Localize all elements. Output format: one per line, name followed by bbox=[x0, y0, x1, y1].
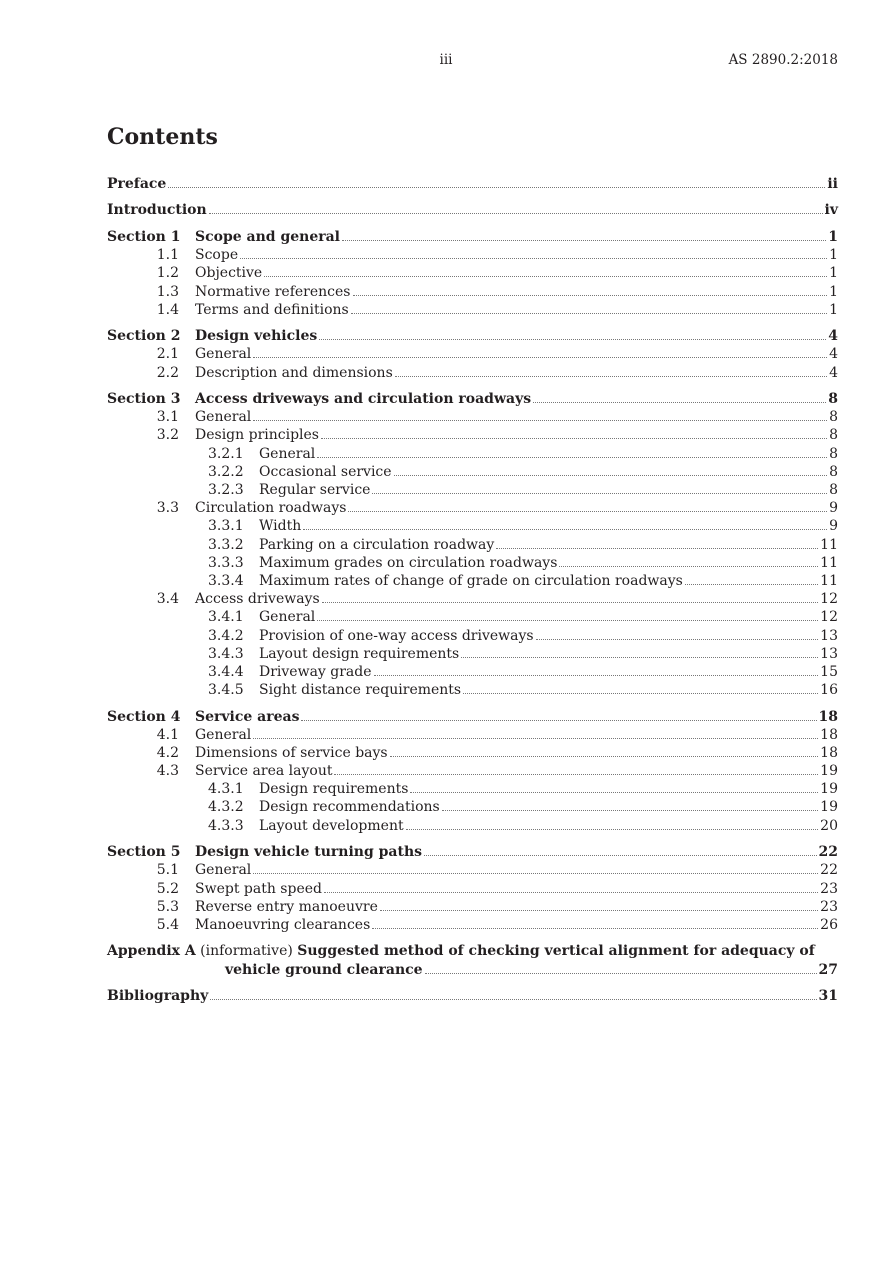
toc-entry-title: Access driveways bbox=[195, 591, 320, 608]
toc-entry-title: Driveway grade bbox=[259, 663, 372, 680]
toc-entry-title: Reverse entry manoeuvre bbox=[195, 898, 378, 915]
toc-entry-page: 18 bbox=[818, 708, 838, 725]
toc-entry-title: Scope bbox=[195, 247, 239, 264]
dot-leader bbox=[264, 276, 827, 277]
toc-entry-page: 4 bbox=[829, 346, 838, 363]
toc-entry[interactable] bbox=[107, 228, 838, 246]
toc-entry-page: 23 bbox=[820, 880, 838, 897]
toc-entry-page: 13 bbox=[820, 627, 838, 644]
toc-entry-title: Scope and general bbox=[195, 228, 341, 245]
toc-entry-number: 5.3 bbox=[156, 898, 179, 915]
dot-leader bbox=[351, 313, 827, 314]
dot-leader bbox=[395, 376, 827, 377]
dot-leader bbox=[210, 999, 816, 1000]
toc-entry-page: 19 bbox=[820, 799, 838, 816]
toc-entry[interactable] bbox=[107, 426, 838, 444]
toc-entry-title: Service area layout bbox=[195, 763, 333, 780]
toc-entry-number: Section 4 bbox=[107, 708, 181, 725]
toc-entry-page: 15 bbox=[820, 663, 838, 680]
toc-entry[interactable] bbox=[107, 481, 838, 499]
document-id: AS 2890.2:2018 bbox=[728, 52, 838, 68]
dot-leader bbox=[168, 187, 825, 188]
toc-entry[interactable] bbox=[107, 843, 838, 861]
toc-entry-number: 3.3.4 bbox=[208, 572, 244, 589]
dot-leader bbox=[372, 493, 827, 494]
dot-leader bbox=[240, 258, 827, 259]
toc-entry-number: 5.4 bbox=[156, 916, 179, 933]
toc-entry-page: 11 bbox=[820, 536, 838, 553]
toc-entry-title: Layout design requirements bbox=[259, 645, 460, 662]
toc-entry-title: Circulation roadways bbox=[195, 500, 347, 517]
toc-entry[interactable] bbox=[107, 898, 838, 916]
bibliography-title: Bibliography bbox=[107, 988, 209, 1005]
appendix-page: 27 bbox=[818, 961, 838, 978]
toc-entry[interactable] bbox=[107, 201, 838, 219]
toc-entry[interactable] bbox=[107, 408, 838, 426]
toc-entry-title: Occasional service bbox=[259, 463, 392, 480]
toc-entry-page: 11 bbox=[820, 572, 838, 589]
toc-entry-title: Regular service bbox=[259, 482, 371, 498]
toc-entry[interactable] bbox=[107, 264, 838, 282]
toc-entry-page: 1 bbox=[829, 265, 838, 282]
dot-leader bbox=[322, 602, 819, 603]
dot-leader bbox=[324, 892, 818, 893]
appendix-label: Appendix A bbox=[107, 943, 196, 960]
toc-entry-number: 4.1 bbox=[156, 726, 179, 743]
toc-entry-page: 4 bbox=[828, 328, 838, 345]
toc-entry-title: Normative references bbox=[195, 283, 351, 300]
toc-entry[interactable] bbox=[107, 590, 838, 608]
toc-entry-page: 1 bbox=[828, 228, 838, 245]
toc-entry-page: ii bbox=[827, 176, 838, 192]
toc-entry[interactable] bbox=[107, 744, 838, 762]
toc-entry-number: 4.3 bbox=[156, 763, 179, 780]
dot-leader bbox=[301, 720, 816, 721]
page-number: iii bbox=[439, 52, 453, 68]
dot-leader bbox=[461, 657, 818, 658]
toc-entry[interactable] bbox=[107, 708, 838, 726]
toc-entry-appendix[interactable] bbox=[107, 942, 838, 978]
toc-entry-page: 9 bbox=[829, 500, 838, 517]
toc-entry-title: Design principles bbox=[195, 427, 319, 444]
toc-entry-title: Layout development bbox=[259, 817, 404, 834]
dot-leader bbox=[559, 566, 818, 567]
dot-leader bbox=[406, 829, 819, 830]
dot-leader bbox=[463, 693, 818, 694]
toc-entry-number: 1.1 bbox=[156, 247, 179, 264]
dot-leader bbox=[209, 213, 823, 214]
dot-leader bbox=[319, 339, 826, 340]
toc-entry-title: Width bbox=[259, 518, 302, 535]
dot-leader bbox=[303, 529, 827, 530]
dot-leader bbox=[348, 511, 827, 512]
toc-entry-number: 3.4.3 bbox=[208, 645, 244, 662]
toc-entry-title: Design recommendations bbox=[259, 799, 440, 816]
toc-entry-title: Design vehicles bbox=[195, 328, 318, 345]
toc-entry-number: 3.4.4 bbox=[208, 663, 244, 680]
toc-entry-page: 8 bbox=[829, 427, 838, 444]
dot-leader bbox=[342, 240, 826, 241]
toc-entry-title: Dimensions of service bays bbox=[195, 744, 388, 761]
toc-entry-number: 3.2 bbox=[156, 427, 179, 444]
bibliography-page: 31 bbox=[818, 988, 838, 1005]
toc-entry-page: 9 bbox=[829, 518, 838, 535]
toc-entry-bibliography[interactable] bbox=[107, 987, 838, 1005]
toc-entry-title: General bbox=[259, 445, 316, 462]
toc-entry-title: Parking on a circulation roadway bbox=[259, 536, 495, 553]
toc-entry-number: 5.1 bbox=[156, 862, 179, 879]
toc-entry-title: Design requirements bbox=[259, 781, 409, 798]
toc-entry-number: Section 5 bbox=[107, 844, 181, 861]
toc-entry-number: 2.1 bbox=[156, 346, 179, 363]
dot-leader bbox=[536, 639, 819, 640]
toc-entry-number: 1.2 bbox=[156, 265, 179, 282]
toc-entry-number: 4.3.3 bbox=[208, 817, 244, 834]
toc-entry-title: General bbox=[195, 726, 252, 743]
toc-entry-title: Objective bbox=[195, 265, 263, 282]
toc-entry-number: Section 1 bbox=[107, 228, 181, 245]
dot-leader bbox=[424, 855, 817, 856]
toc-entry-number: 4.3.2 bbox=[208, 799, 244, 816]
toc-entry-number: 3.2.3 bbox=[208, 482, 244, 498]
toc-entry[interactable] bbox=[107, 880, 838, 898]
toc-entry-number: 2.2 bbox=[156, 364, 179, 381]
toc-entry-page: 4 bbox=[829, 364, 838, 381]
toc-entry-page: 1 bbox=[829, 283, 838, 300]
dot-leader bbox=[442, 810, 818, 811]
toc-entry[interactable] bbox=[107, 463, 838, 481]
toc-entry[interactable] bbox=[107, 663, 838, 681]
toc-entry-title: Introduction bbox=[107, 202, 207, 219]
toc-entry-number: 3.4.5 bbox=[208, 682, 244, 699]
toc-entry[interactable] bbox=[107, 345, 838, 363]
toc-entry-page: 26 bbox=[820, 916, 838, 933]
page-header bbox=[0, 52, 892, 72]
toc-entry-page: 8 bbox=[829, 445, 838, 462]
dot-leader bbox=[253, 873, 818, 874]
toc-entry-number: 3.4.1 bbox=[208, 609, 244, 626]
toc-entry-page: 1 bbox=[829, 301, 838, 318]
toc-entry-page: 12 bbox=[820, 591, 838, 608]
toc-entry[interactable] bbox=[107, 327, 838, 345]
dot-leader bbox=[496, 548, 818, 549]
toc-entry-number: 5.2 bbox=[156, 880, 179, 897]
dot-leader bbox=[394, 475, 828, 476]
dot-leader bbox=[374, 675, 819, 676]
toc-entry-number: 3.4.2 bbox=[208, 627, 244, 644]
toc-entry-number: 3.2.1 bbox=[208, 445, 244, 462]
toc-entry-title: Description and dimensions bbox=[195, 364, 393, 381]
toc-entry[interactable] bbox=[107, 517, 838, 535]
toc-entry-title: General bbox=[195, 346, 252, 363]
toc-entry-number: 3.3.1 bbox=[208, 518, 244, 535]
toc-entry[interactable] bbox=[107, 175, 838, 193]
toc-entry-page: 22 bbox=[818, 844, 838, 861]
dot-leader bbox=[425, 973, 817, 974]
dot-leader bbox=[533, 402, 826, 403]
toc-entry[interactable] bbox=[107, 645, 838, 663]
dot-leader bbox=[390, 756, 819, 757]
toc-entry-title: Service areas bbox=[195, 708, 300, 725]
toc-entry-title: Maximum rates of change of grade on circulation roadways bbox=[259, 572, 683, 589]
toc-entry-page: 8 bbox=[829, 482, 838, 498]
toc-entry-page: 20 bbox=[820, 817, 838, 834]
toc-entry-title: Maximum grades on circulation roadways bbox=[259, 554, 558, 571]
toc-entry-page: 19 bbox=[820, 781, 838, 798]
dot-leader bbox=[685, 584, 818, 585]
dot-leader bbox=[317, 620, 818, 621]
toc-entry-title: General bbox=[259, 609, 316, 626]
toc-entry[interactable] bbox=[107, 916, 838, 934]
toc-entry[interactable] bbox=[107, 390, 838, 408]
toc-entry[interactable] bbox=[107, 499, 838, 517]
toc-entry-page: iv bbox=[824, 202, 838, 219]
dot-leader bbox=[253, 420, 827, 421]
toc-entry[interactable] bbox=[107, 536, 838, 554]
toc-entry-title: Preface bbox=[107, 176, 167, 192]
toc-entry-page: 19 bbox=[820, 763, 838, 780]
dot-leader bbox=[372, 928, 818, 929]
dot-leader bbox=[410, 792, 818, 793]
toc-entry[interactable] bbox=[107, 283, 838, 301]
toc-entry-number: Section 2 bbox=[107, 328, 181, 345]
toc-entry-page: 16 bbox=[820, 682, 838, 699]
toc-entry-title: General bbox=[195, 862, 252, 879]
toc-entry[interactable] bbox=[107, 780, 838, 798]
toc-entry-page: 18 bbox=[820, 726, 838, 743]
toc-entry[interactable] bbox=[107, 301, 838, 319]
toc-entry-title: Terms and definitions bbox=[195, 301, 349, 318]
toc-entry-title: Manoeuvring clearances bbox=[195, 916, 371, 933]
toc-entry-page: 8 bbox=[829, 463, 838, 480]
toc-entry-number: 4.3.1 bbox=[208, 781, 244, 798]
dot-leader bbox=[253, 738, 818, 739]
toc-entry[interactable] bbox=[107, 681, 838, 699]
toc-entry[interactable] bbox=[107, 364, 838, 382]
toc-entry-number: 1.4 bbox=[156, 301, 179, 318]
toc-entry-page: 23 bbox=[820, 898, 838, 915]
contents-title: Contents bbox=[107, 124, 218, 150]
dot-leader bbox=[353, 295, 828, 296]
toc-entry-number: Section 3 bbox=[107, 391, 181, 408]
appendix-title-line1: Suggested method of checking vertical alignment for adequacy of bbox=[297, 943, 815, 960]
toc-entry-number: 3.1 bbox=[156, 409, 179, 426]
toc-entry[interactable] bbox=[107, 554, 838, 572]
table-of-contents bbox=[107, 175, 838, 1005]
toc-entry[interactable] bbox=[107, 861, 838, 879]
appendix-title-line2: vehicle ground clearance bbox=[225, 961, 423, 978]
toc-entry-title: Swept path speed bbox=[195, 880, 322, 897]
toc-entry[interactable] bbox=[107, 608, 838, 626]
toc-entry[interactable] bbox=[107, 817, 838, 835]
toc-entry-number: 4.2 bbox=[156, 744, 179, 761]
appendix-informative: (informative) bbox=[200, 943, 293, 960]
toc-entry-page: 1 bbox=[829, 247, 838, 264]
toc-entry-title: Provision of one-way access driveways bbox=[259, 627, 534, 644]
toc-entry-title: Sight distance requirements bbox=[259, 682, 462, 699]
toc-entry-page: 12 bbox=[820, 609, 838, 626]
dot-leader bbox=[380, 910, 818, 911]
toc-entry-number: 1.3 bbox=[156, 283, 179, 300]
dot-leader bbox=[334, 774, 818, 775]
toc-entry-page: 18 bbox=[820, 744, 838, 761]
toc-entry-number: 3.4 bbox=[156, 591, 179, 608]
dot-leader bbox=[317, 457, 827, 458]
toc-entry[interactable] bbox=[107, 246, 838, 264]
toc-entry[interactable] bbox=[107, 798, 838, 816]
dot-leader bbox=[253, 357, 827, 358]
toc-entry-number: 3.3.3 bbox=[208, 554, 244, 571]
toc-entry-number: 3.2.2 bbox=[208, 463, 244, 480]
toc-entry[interactable] bbox=[107, 627, 838, 645]
toc-entry-page: 8 bbox=[829, 409, 838, 426]
toc-entry-page: 22 bbox=[820, 862, 838, 879]
toc-entry[interactable] bbox=[107, 762, 838, 780]
toc-entry-title: Design vehicle turning paths bbox=[195, 844, 423, 861]
dot-leader bbox=[321, 438, 827, 439]
toc-entry-title: Access driveways and circulation roadways bbox=[195, 391, 532, 408]
toc-entry[interactable] bbox=[107, 726, 838, 744]
toc-entry-page: 13 bbox=[820, 645, 838, 662]
toc-entry-page: 8 bbox=[828, 391, 838, 408]
toc-entry-title: General bbox=[195, 409, 252, 426]
toc-entry-number: 3.3.2 bbox=[208, 536, 244, 553]
toc-entry-number: 3.3 bbox=[156, 500, 179, 517]
toc-entry[interactable] bbox=[107, 445, 838, 463]
toc-entry[interactable] bbox=[107, 572, 838, 590]
toc-entry-page: 11 bbox=[820, 554, 838, 571]
